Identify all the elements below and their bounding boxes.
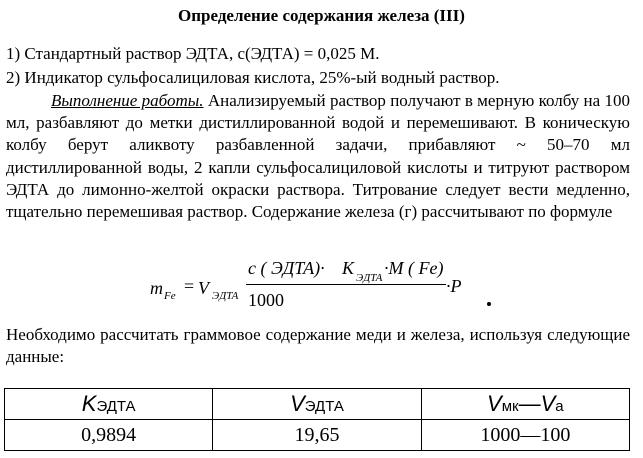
table-header-row [5,389,630,420]
cell-v-edta: 19,65 [213,420,421,451]
formula-equals: = [184,276,195,296]
data-table [4,388,630,451]
formula-m-sub: Fe [164,290,176,302]
formula-v: V [198,278,209,298]
formula-m: m [150,278,163,298]
formula-fraction-bar [246,284,446,285]
procedure-paragraph [6,90,630,223]
reagent-item-2: 2) Индикатор сульфосалициловая кислота, 25%-ый водный раствор. [6,68,500,87]
header-v-mk-v-a: Vмк—Vа [421,389,629,420]
conclusion-paragraph: Необходимо рассчитать граммовое содержание меди и железа, используя следующие данные: [6,325,630,367]
cell-v-diff: 1000—100 [421,420,629,451]
header-v-edta: VЭДТА [213,389,421,420]
formula-numerator-k-sub: ЭДТА [356,272,383,284]
iron-formula [150,258,500,314]
header-k-edta: KЭДТА [5,389,213,420]
procedure-text: Анализируемый раствор получают в мерную колбу на 100 мл, разбавляют до метки дистиллированной водой и перемешивают. В коническую колбу берут аликвоту разбавленной задачи, прибавляют ~ 50–70 мл дистиллированной воды, 2 капли сульфосалициловой кислоты и титруют раствором ЭДТА до лимонно-желтой окраски раствора. Титрование следует вести медленно, тщательно перемешивая раствор. Содержание железа (г) рассчитывают по формуле [6,91,630,222]
formula-denominator: 1000 [248,290,284,310]
reagent-item-1: 1) Стандартный раствор ЭДТА, с(ЭДТА) = 0,025 М. [6,44,380,63]
formula-v-sub: ЭДТА [212,290,239,302]
table-row [5,420,630,451]
formula-numerator-m: ·M ( Fe) [384,258,444,278]
formula-numerator-k: K [342,258,355,278]
formula-tail: ·P [446,276,462,296]
formula-numerator-c: c ( ЭДТА)· [248,258,325,278]
cell-k-edta: 0,9894 [5,420,213,451]
procedure-intro: Выполнение работы. [51,91,204,110]
document-title: Определение содержания железа (III) [178,6,465,25]
formula-period [487,302,491,306]
